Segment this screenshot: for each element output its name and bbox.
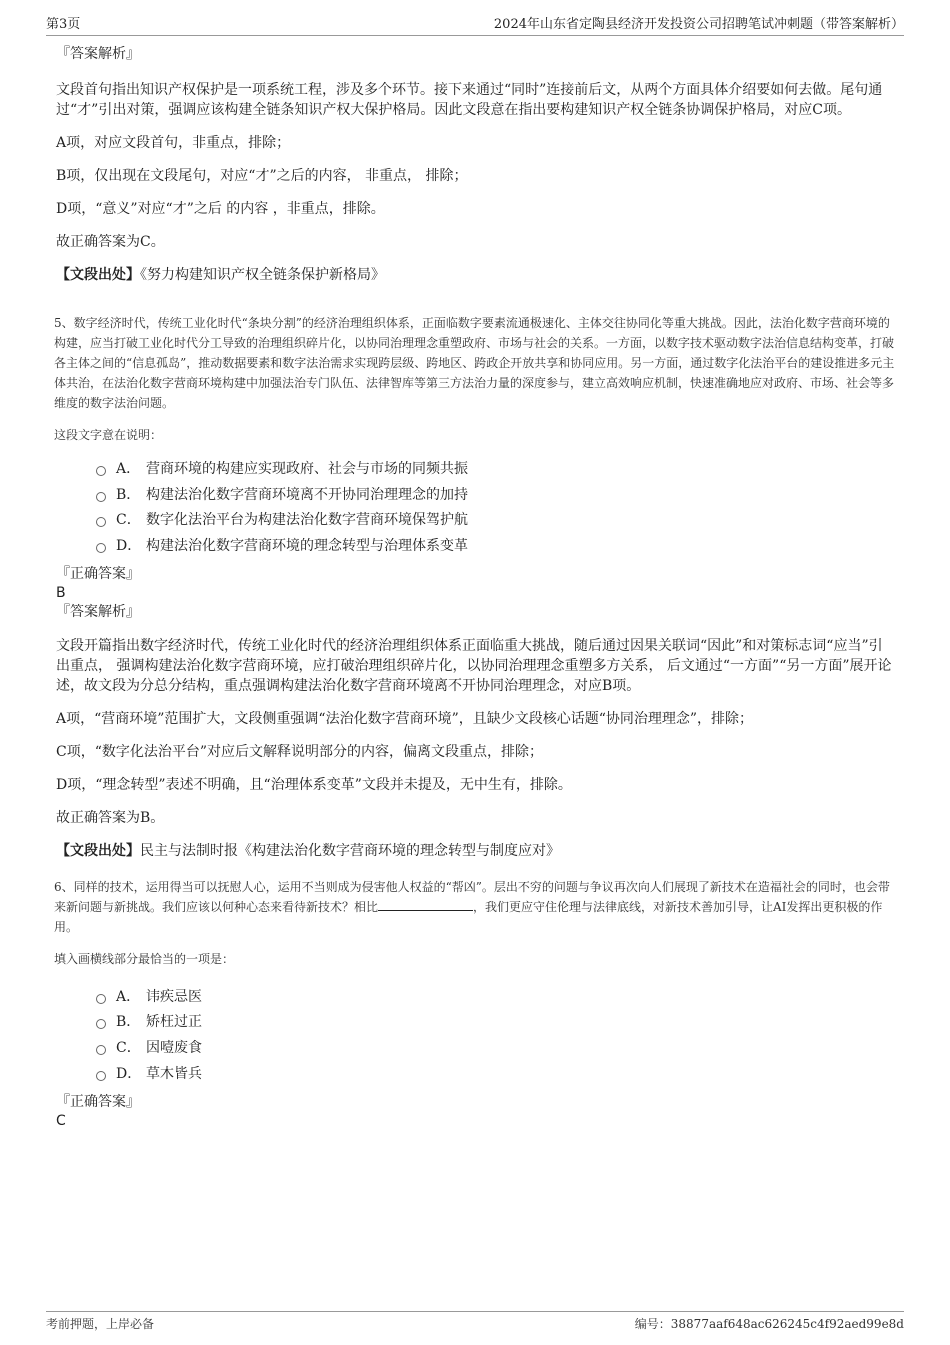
radio-icon[interactable] — [96, 517, 106, 527]
q6-option-a[interactable]: A． 讳疾忌医 — [96, 983, 896, 1009]
q4-analysis-label: 『答案解析』 — [56, 46, 140, 62]
q5-note-a: A项，“营商环境”范围扩大，文段侧重强调“法治化数字营商环境”，且缺少文段核心话题“协同治理理念”，排除； — [56, 710, 754, 727]
q5-answer: B — [56, 584, 66, 601]
q5-source-label: 【文段出处】 — [56, 842, 140, 859]
radio-icon[interactable] — [96, 492, 106, 502]
q4-source-text: 《努力构建知识产权全链条保护新格局》 — [140, 267, 385, 283]
q4-source-label: 【文段出处】 — [56, 267, 140, 283]
q5-option-b[interactable]: B． 构建法治化数字营商环境离不开协同治理理念的加持 — [96, 481, 896, 507]
q5-answer-label: 『正确答案』 — [56, 565, 140, 582]
footer-serial: 编号：38877aaf648ac626245c4f92aed99e8d — [634, 1317, 904, 1331]
q4-note-d: D项，“意义”对应“才”之后 的内容 ，非重点，排除。 — [56, 201, 385, 217]
q6-option-d[interactable]: D． 草木皆兵 — [96, 1060, 896, 1086]
document-title: 2024年山东省定陶县经济开发投资公司招聘笔试冲刺题（带答案解析） — [493, 17, 904, 32]
q6-answer-label: 『正确答案』 — [56, 1093, 140, 1110]
q5-options — [96, 455, 896, 558]
q4-analysis-text: 文段首句指出知识产权保护是一项系统工程，涉及多个环节。接下来通过“同时”连接前后文，从两个方面具体介绍要如何去做。尾句通过“才”引出对策，强调应该构建全链条知识产权大保护格局。因此文段意在指出要构建知识产权全链条协调保护格局，对应C项。 — [56, 82, 883, 118]
footer-slogan: 考前押题，上岸必备 — [46, 1317, 155, 1331]
q6-option-b[interactable]: B． 矫枉过正 — [96, 1008, 896, 1034]
q5-analysis-text: 文段开篇指出数字经济时代，传统工业化时代的经济治理组织体系正面临重大挑战，随后通过因果关联词“因此”和对策标志词“应当”引出重点， 强调构建法治化数字营商环境，应打破治理组织碎片化，以协同治理理念重塑多方关系， 后文通过“一方面”“另一方面”展开论述，故文段为分总分结构，重点强调构建法治化数字营商环境离不开协同治理理念，对应B项。 — [56, 637, 892, 694]
q4-conclusion: 故正确答案为C。 — [56, 234, 165, 250]
q5-note-c: C项，“数字化法治平台”对应后文解释说明部分的内容，偏离文段重点，排除； — [56, 743, 544, 760]
q6-options — [96, 983, 896, 1086]
q5-source — [56, 841, 896, 861]
q5-source-text: 民主与法制时报《构建法治化数字营商环境的理念转型与制度应对》 — [140, 842, 560, 859]
radio-icon[interactable] — [96, 466, 106, 476]
q4-note-b: B项，仅出现在文段尾句，对应“才”之后的内容， 非重点， 排除； — [56, 168, 468, 184]
q5-note-d: D项，“理念转型”表述不明确，且“治理体系变革”文段并未提及，无中生有，排除。 — [56, 776, 572, 793]
q6-stem: 6、同样的技术，运用得当可以抚慰人心，运用不当则成为侵害他人权益的“帮凶”。层出不穷的问题与争议再次向人们展现了新技术在造福社会的同时，也会带来新问题与新挑战。我们应该以何种心态来看待新技术？相比 ，我们更应守住伦理与法律底线，对新技术善加引导，让AI发挥出更积极的作用。 — [54, 879, 890, 934]
q5-option-a[interactable]: A． 营商环境的构建应实现政府、社会与市场的同频共振 — [96, 455, 896, 481]
q6-answer: C — [56, 1112, 66, 1129]
radio-icon[interactable] — [96, 994, 106, 1004]
q5-option-c[interactable]: C． 数字化法治平台为构建法治化数字营商环境保驾护航 — [96, 506, 896, 532]
q6-prompt: 填入画横线部分最恰当的一项是： — [54, 951, 235, 966]
q5-option-d[interactable]: D． 构建法治化数字营商环境的理念转型与治理体系变革 — [96, 532, 896, 558]
radio-icon[interactable] — [96, 1071, 106, 1081]
page-footer — [46, 1311, 904, 1332]
page-content — [56, 44, 896, 1130]
q4-source — [56, 265, 896, 285]
radio-icon[interactable] — [96, 1019, 106, 1029]
page-number: 第3页 — [46, 17, 81, 32]
q5-analysis-label: 『答案解析』 — [56, 603, 140, 620]
q5-stem: 5、数字经济时代，传统工业化时代“条块分割”的经济治理组织体系，正面临数字要素流通极速化、主体交往协同化等重大挑战。因此，法治化数字营商环境的构建，应当打破工业化时代分工导致的治理组织碎片化，以协同治理理念重塑政府、市场与社会的关系。一方面，以数字技术驱动数字法治信息结构变革，打破各主体之间的“信息孤岛”，推动数据要素和数字法治需求实现跨层级、跨地区、跨政企开放共享和协同应用。另一方面，通过数字化法治平台的建设推进多元主体共治，在法治化数字营商环境构建中加强法治专门队伍、法律智库等第三方法治力量的深度参与，建立高效响应机制，快速准确地应对政府、市场、社会等多维度的数字法治问题。 — [54, 316, 895, 410]
answer-blank — [378, 898, 473, 911]
page-header — [46, 12, 904, 36]
radio-icon[interactable] — [96, 1045, 106, 1055]
radio-icon[interactable] — [96, 543, 106, 553]
q5-prompt: 这段文字意在说明： — [54, 428, 163, 442]
q4-note-a: A项，对应文段首句，非重点，排除； — [56, 135, 291, 151]
q5-conclusion: 故正确答案为B。 — [56, 809, 165, 826]
q6-option-c[interactable]: C． 因噎废食 — [96, 1034, 896, 1060]
